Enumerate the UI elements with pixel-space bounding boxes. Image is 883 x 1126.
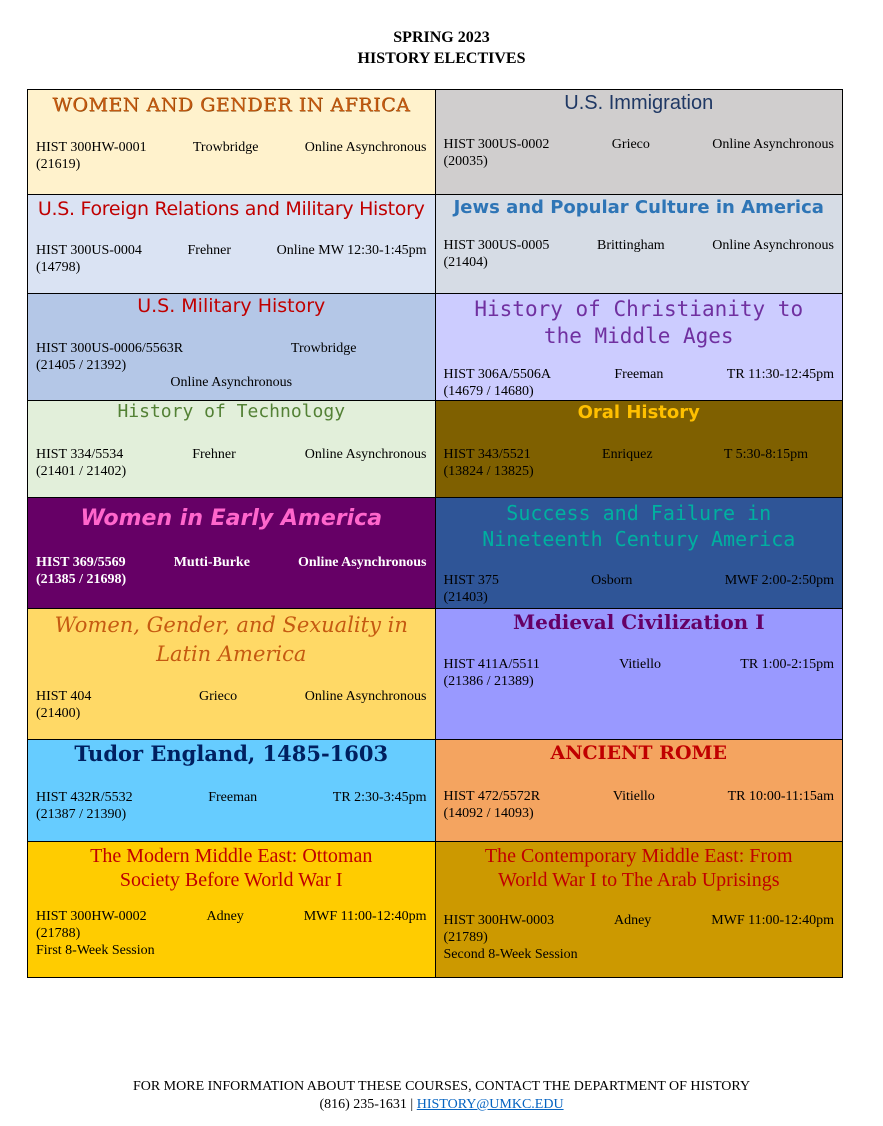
instructor: Brittingham bbox=[597, 238, 665, 253]
term-heading: SPRING 2023 bbox=[393, 29, 490, 46]
schedule: MWF 11:00-12:40pm bbox=[711, 913, 834, 928]
instructor: Freeman bbox=[614, 367, 664, 382]
table-row bbox=[28, 294, 842, 401]
instructor: Adney bbox=[613, 913, 652, 928]
course-code: HIST 375 bbox=[443, 573, 499, 588]
instructor: Frehner bbox=[192, 447, 236, 462]
schedule: Online Asynchronous bbox=[304, 140, 427, 155]
schedule: Online Asynchronous bbox=[712, 137, 834, 152]
schedule: TR 11:30-12:45pm bbox=[726, 367, 834, 382]
course-cell bbox=[28, 842, 436, 977]
table-row bbox=[28, 842, 842, 977]
course-info bbox=[444, 656, 835, 690]
course-title: Oral History bbox=[577, 402, 700, 423]
contact-line bbox=[0, 1096, 883, 1114]
course-cell bbox=[28, 195, 436, 293]
course-code: HIST 300US-0002 bbox=[443, 137, 550, 152]
course-title: The Contemporary Middle East: From World War I to The Arab Uprisings bbox=[484, 845, 793, 891]
page-header bbox=[0, 27, 883, 69]
instructor: Vitiello bbox=[619, 657, 662, 672]
course-cell bbox=[28, 90, 436, 194]
course-title: U.S. Foreign Relations and Military History bbox=[37, 198, 425, 220]
schedule: Online Asynchronous bbox=[297, 555, 427, 570]
course-title: Jews and Popular Culture in America bbox=[453, 197, 824, 218]
course-title: Women in Early America bbox=[80, 506, 383, 531]
course-title: ANCIENT ROME bbox=[550, 742, 728, 764]
course-cell bbox=[28, 740, 436, 841]
page-title: HISTORY ELECTIVES bbox=[357, 50, 526, 67]
course-title: Success and Failure in Nineteenth Century America bbox=[482, 501, 796, 551]
table-row bbox=[28, 90, 842, 195]
contact-text: FOR MORE INFORMATION ABOUT THESE COURSES, CONTACT THE DEPARTMENT OF HISTORY bbox=[132, 1079, 751, 1094]
schedule: Online Asynchronous bbox=[170, 375, 293, 390]
course-info bbox=[444, 572, 835, 606]
instructor: Trowbridge bbox=[290, 341, 357, 356]
crn: (21403) bbox=[443, 590, 488, 605]
footer bbox=[0, 1078, 883, 1114]
course-cell bbox=[28, 498, 436, 608]
course-code: HIST 369/5569 bbox=[36, 555, 126, 570]
course-code: HIST 343/5521 bbox=[443, 447, 531, 462]
email-link[interactable]: HISTORY@UMKC.EDU bbox=[416, 1097, 564, 1112]
crn: (21788) bbox=[36, 926, 81, 941]
course-title: History of Technology bbox=[117, 401, 346, 422]
course-info bbox=[36, 908, 427, 959]
electives-table bbox=[27, 89, 843, 978]
schedule: TR 2:30-3:45pm bbox=[332, 790, 427, 805]
table-row bbox=[28, 498, 842, 609]
course-title: U.S. Immigration bbox=[564, 92, 714, 114]
instructor: Adney bbox=[206, 909, 244, 924]
course-info bbox=[444, 237, 835, 271]
instructor: Enriquez bbox=[602, 447, 653, 462]
course-info bbox=[36, 139, 427, 173]
instructor: Freeman bbox=[208, 790, 258, 805]
schedule: T 5:30-8:15pm bbox=[723, 447, 808, 462]
instructor: Frehner bbox=[187, 243, 232, 258]
crn: (21619) bbox=[36, 157, 81, 172]
crn: (21789) bbox=[443, 930, 488, 945]
course-code: HIST 300HW-0003 bbox=[443, 913, 555, 928]
instructor: Grieco bbox=[611, 137, 650, 152]
schedule: TR 10:00-11:15am bbox=[727, 789, 834, 804]
course-info bbox=[444, 788, 835, 822]
schedule: Online Asynchronous bbox=[304, 689, 427, 704]
phone-number: (816) 235-1631 | bbox=[319, 1097, 414, 1112]
course-cell bbox=[436, 842, 843, 977]
course-code: HIST 300US-0004 bbox=[36, 243, 142, 258]
course-code: HIST 300US-0006/5563R bbox=[36, 341, 184, 356]
crn: (14679 / 14680) bbox=[443, 384, 534, 399]
table-row bbox=[28, 195, 842, 294]
schedule: Online Asynchronous bbox=[304, 447, 427, 462]
course-cell bbox=[436, 609, 843, 739]
course-title: Tudor England, 1485-1603 bbox=[74, 741, 389, 766]
course-info bbox=[36, 446, 427, 480]
session-note: Second 8-Week Session bbox=[443, 947, 578, 962]
course-info bbox=[36, 688, 427, 722]
course-code: HIST 472/5572R bbox=[443, 789, 541, 804]
crn: (13824 / 13825) bbox=[443, 464, 534, 479]
crn: (21405 / 21392) bbox=[36, 358, 127, 373]
course-info bbox=[444, 912, 835, 963]
course-cell bbox=[436, 195, 843, 293]
course-info bbox=[444, 136, 835, 170]
course-code: HIST 300HW-0001 bbox=[36, 140, 147, 155]
schedule: Online Asynchronous bbox=[712, 238, 834, 253]
course-code: HIST 306A/5506A bbox=[443, 367, 551, 382]
course-title: The Modern Middle East: Ottoman Society Before World War I bbox=[90, 845, 373, 891]
course-cell bbox=[436, 401, 843, 497]
course-cell bbox=[28, 609, 436, 739]
course-title: Women, Gender, and Sexuality in Latin America bbox=[54, 613, 408, 666]
schedule: MWF 11:00-12:40pm bbox=[303, 909, 427, 924]
course-cell bbox=[436, 294, 843, 400]
instructor: Grieco bbox=[199, 689, 238, 704]
crn: (14798) bbox=[36, 260, 81, 275]
course-info bbox=[36, 789, 427, 823]
crn: (21401 / 21402) bbox=[36, 464, 127, 479]
course-info bbox=[36, 554, 427, 588]
crn: (21386 / 21389) bbox=[443, 674, 534, 689]
course-info bbox=[444, 446, 835, 480]
course-title: History of Christianity to the Middle Ages bbox=[474, 297, 804, 348]
course-info bbox=[36, 242, 427, 276]
session-note: First 8-Week Session bbox=[36, 943, 155, 958]
crn: (21387 / 21390) bbox=[36, 807, 127, 822]
course-cell bbox=[28, 401, 436, 497]
course-code: HIST 334/5534 bbox=[36, 447, 124, 462]
course-title: WOMEN AND GENDER IN AFRICA bbox=[52, 94, 411, 116]
course-cell bbox=[436, 498, 843, 608]
course-code: HIST 300US-0005 bbox=[443, 238, 550, 253]
crn: (21385 / 21698) bbox=[36, 572, 127, 587]
course-cell bbox=[436, 740, 843, 841]
crn: (20035) bbox=[443, 154, 488, 169]
schedule: Online MW 12:30-1:45pm bbox=[276, 243, 427, 258]
course-cell bbox=[28, 294, 436, 400]
course-title: U.S. Military History bbox=[137, 295, 326, 317]
instructor: Trowbridge bbox=[192, 140, 259, 155]
schedule: MWF 2:00-2:50pm bbox=[724, 573, 834, 588]
course-title: Medieval Civilization I bbox=[512, 610, 765, 634]
course-cell bbox=[436, 90, 843, 194]
schedule: TR 1:00-2:15pm bbox=[740, 657, 834, 672]
table-row bbox=[28, 401, 842, 498]
course-code: HIST 404 bbox=[36, 689, 92, 704]
course-code: HIST 432R/5532 bbox=[36, 790, 133, 805]
crn: (21404) bbox=[443, 255, 488, 270]
instructor: Osborn bbox=[591, 573, 633, 588]
instructor: Vitiello bbox=[612, 789, 655, 804]
crn: (14092 / 14093) bbox=[443, 806, 534, 821]
crn: (21400) bbox=[36, 706, 81, 721]
course-code: HIST 411A/5511 bbox=[443, 657, 540, 672]
course-code: HIST 300HW-0002 bbox=[36, 909, 147, 924]
instructor: Mutti-Burke bbox=[173, 555, 250, 570]
table-row bbox=[28, 740, 842, 842]
course-info bbox=[36, 340, 427, 391]
table-row bbox=[28, 609, 842, 740]
course-info bbox=[444, 366, 835, 400]
